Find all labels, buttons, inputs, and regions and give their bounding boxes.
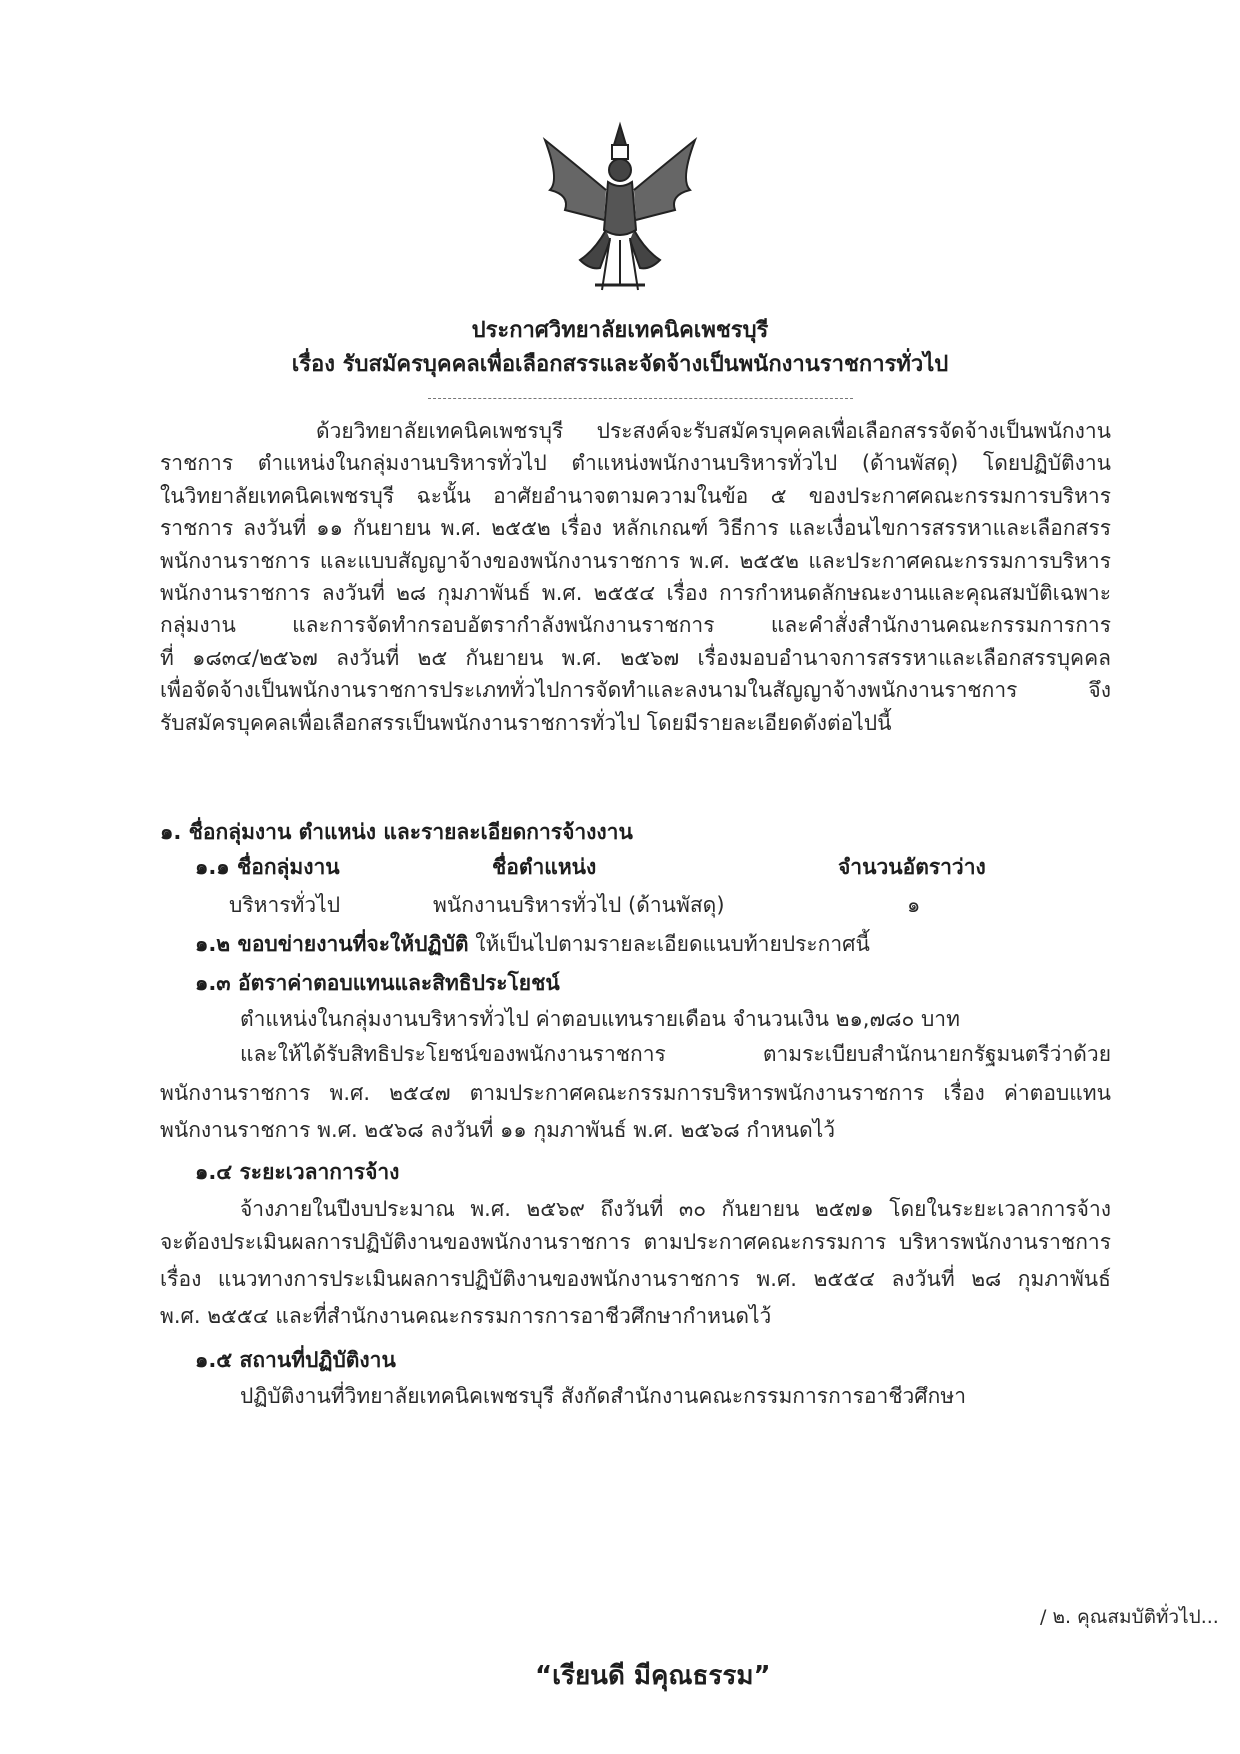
announcement-title: ประกาศวิทยาลัยเทคนิคเพชรบุรี xyxy=(471,318,769,343)
s14-label: ๑.๔ ระยะเวลาการจ้าง xyxy=(195,1160,400,1184)
s13-line: พนักงานราชการ พ.ศ. ๒๕๖๘ ลงวันที่ ๑๑ กุมภาพันธ์ พ.ศ. ๒๕๖๘ กำหนดไว้ xyxy=(160,1118,836,1142)
position-name: พนักงานบริหารทั่วไป (ด้านพัสดุ) xyxy=(433,893,725,917)
s13-label: ๑.๓ อัตราค่าตอบแทนและสิทธิประโยชน์ xyxy=(195,971,560,995)
group-name: บริหารทั่วไป xyxy=(229,893,341,917)
s13-line: ตำแหน่งในกลุ่มงานบริหารทั่วไป ค่าตอบแทนรายเดือน จำนวนเงิน ๒๑,๗๘๐ บาท xyxy=(240,1007,960,1031)
announcement-subject: เรื่อง รับสมัครบุคคลเพื่อเลือกสรรและจัดจ้างเป็นพนักงานราชการทั่วไป xyxy=(291,352,949,377)
s13-line: พนักงานราชการ พ.ศ. ๒๕๔๗ ตามประกาศคณะกรรมการบริหารพนักงานราชการ เรื่อง ค่าตอบแทน xyxy=(160,1081,1111,1105)
intro-line: ด้วยวิทยาลัยเทคนิคเพชรบุรี ประสงค์จะรับสมัครบุคคลเพื่อเลือกสรรจัดจ้างเป็นพนักงาน xyxy=(316,419,1111,443)
intro-line: ในวิทยาลัยเทคนิคเพชรบุรี ฉะนั้น อาศัยอำนาจตามความในข้อ ๕ ของประกาศคณะกรรมการบริหาร xyxy=(160,484,1111,508)
motto: “เรียนดี มีคุณธรรม” xyxy=(535,1661,771,1691)
intro-line: ราชการ ลงวันที่ ๑๑ กันยายน พ.ศ. ๒๕๕๒ เรื่อง หลักเกณฑ์ วิธีการ และเงื่อนไขการสรรหาและเลือกสรร xyxy=(160,516,1111,540)
s13-line: และให้ได้รับสิทธิประโยชน์ของพนักงานราชการ ตามระเบียบสำนักนายกรัฐมนตรีว่าด้วย xyxy=(240,1042,1111,1066)
vacancies-count: ๑ xyxy=(907,893,921,917)
s12-label: ๑.๒ ขอบข่ายงานที่จะให้ปฏิบัติ xyxy=(195,932,469,956)
intro-line: รับสมัครบุคคลเพื่อเลือกสรรเป็นพนักงานราชการทั่วไป โดยมีรายละเอียดดังต่อไปนี้ xyxy=(160,711,892,735)
intro-line: ที่ ๑๘๓๔/๒๕๖๗ ลงวันที่ ๒๕ กันยายน พ.ศ. ๒๕๖๗ เรื่องมอบอำนาจการสรรหาและเลือกสรรบุคคล xyxy=(160,646,1111,670)
s11-label: ๑.๑ ชื่อกลุ่มงาน xyxy=(195,855,340,879)
column-position-header: ชื่อตำแหน่ง xyxy=(492,855,597,879)
s12-row xyxy=(195,929,870,959)
column-vacancies-header: จำนวนอัตราว่าง xyxy=(838,855,986,879)
continued-note: / ๒. คุณสมบัติทั่วไป... xyxy=(1040,1606,1219,1628)
intro-line: พนักงานราชการ และแบบสัญญาจ้างของพนักงานราชการ พ.ศ. ๒๕๕๒ และประกาศคณะกรรมการบริหาร xyxy=(160,549,1111,573)
divider xyxy=(428,398,853,399)
s14-line: จ้างภายในปีงบประมาณ พ.ศ. ๒๕๖๙ ถึงวันที่ ๓๐ กันยายน ๒๕๗๑ โดยในระยะเวลาการจ้าง xyxy=(240,1197,1111,1221)
intro-line: เพื่อจัดจ้างเป็นพนักงานราชการประเภททั่วไปการจัดทำและลงนามในสัญญาจ้างพนักงานราชการ จึง xyxy=(160,678,1111,702)
intro-line: กลุ่มงาน และการจัดทำกรอบอัตรากำลังพนักงานราชการ และคำสั่งสำนักงานคณะกรรมการการ xyxy=(160,613,1111,637)
s15-label: ๑.๕ สถานที่ปฏิบัติงาน xyxy=(195,1348,396,1372)
section-1-heading: ๑. ชื่อกลุ่มงาน ตำแหน่ง และรายละเอียดการจ้างงาน xyxy=(160,820,633,844)
garuda-emblem-icon xyxy=(540,120,700,295)
s14-line: พ.ศ. ๒๕๕๔ และที่สำนักงานคณะกรรมการการอาชีวศึกษากำหนดไว้ xyxy=(160,1304,772,1328)
s12-text: ให้เป็นไปตามรายละเอียดแนบท้ายประกาศนี้ xyxy=(475,932,870,956)
s14-line: จะต้องประเมินผลการปฏิบัติงานของพนักงานราชการ ตามประกาศคณะกรรมการ บริหารพนักงานราชการ xyxy=(160,1230,1111,1254)
s14-line: เรื่อง แนวทางการประเมินผลการปฏิบัติงานของพนักงานราชการ พ.ศ. ๒๕๕๔ ลงวันที่ ๒๘ กุมภาพันธ์ xyxy=(160,1267,1111,1291)
intro-line: ราชการ ตำแหน่งในกลุ่มงานบริหารทั่วไป ตำแหน่งพนักงานบริหารทั่วไป (ด้านพัสดุ) โดยปฏิบัติงาน xyxy=(160,451,1111,475)
s15-text: ปฏิบัติงานที่วิทยาลัยเทคนิคเพชรบุรี สังกัดสำนักงานคณะกรรมการการอาชีวศึกษา xyxy=(240,1384,966,1408)
intro-line: พนักงานราชการ ลงวันที่ ๒๘ กุมภาพันธ์ พ.ศ. ๒๕๕๔ เรื่อง การกำหนดลักษณะงานและคุณสมบัติเฉพาะ xyxy=(160,581,1111,605)
